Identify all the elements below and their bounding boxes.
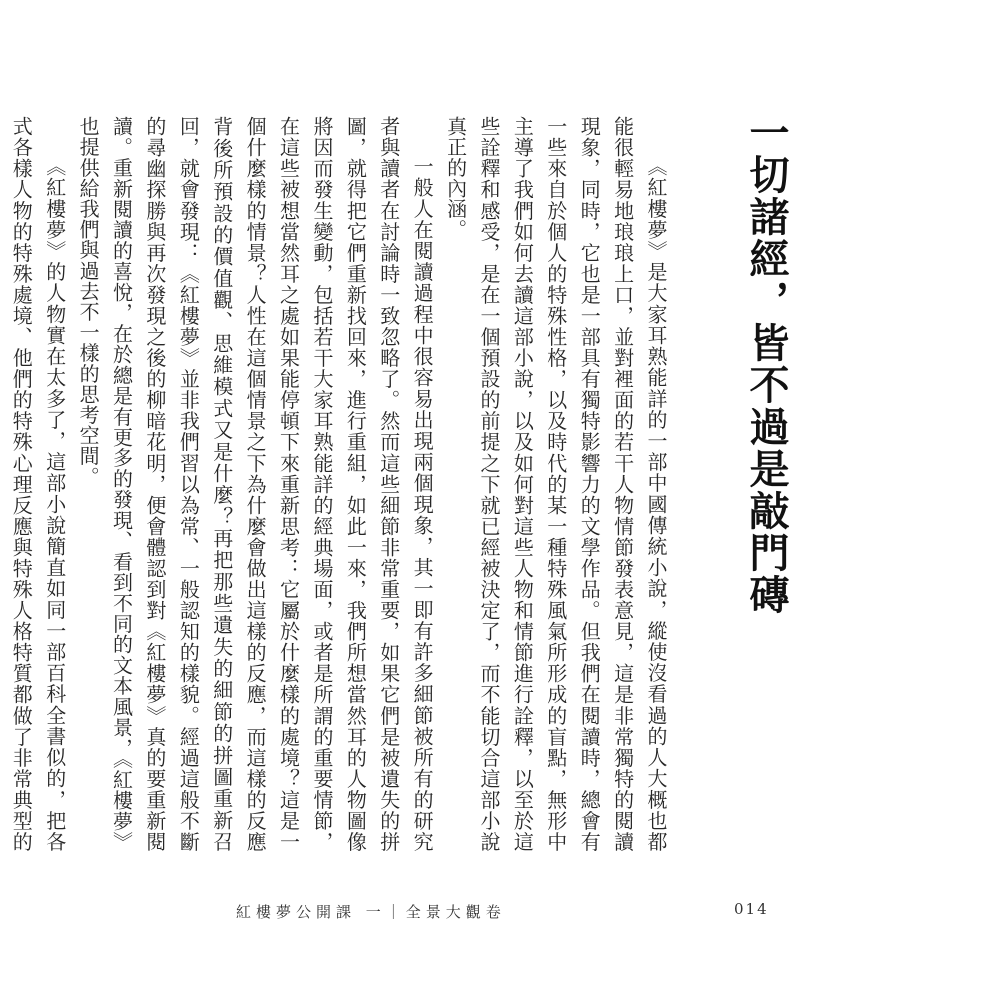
page-number: 014: [734, 900, 769, 918]
paragraph: 一般人在閱讀過程中很容易出現兩個現象，其一即有許多細節被所有的研究者與讀者在討論時一致忽略了。然而這些細節非常重要，如果它們是被遺失的拼圖，就得把它們重新找回來，進行重組，如此一來，我們所想當然耳的人物圖像將因而發生變動，包括若干大家耳熟能詳的經典場面，或者是所謂的重要情節，在這些被想當然耳之處如果能停頓下來重新思考：它屬於什麼樣的處境？這是一個什麼樣的情景？人性在這個情景之下為什麼會做出這樣的反應，而這樣的反應背後所預設的價值觀、思維模式又是什麼？再把那些遺失的細節的拼圖重新召回，就會發現：《紅樓夢》並非我們習以為常、一般認知的樣貌。經過這般不斷的尋幽探勝與再次發現之後的柳暗花明，便會體認到對《紅樓夢》真的要重新閱讀。重新閱讀的喜悅，在於總是有更多的發現、看到不同的文本風景，《紅樓夢》也提供給我們與過去不一樣的思考空間。: [76, 116, 435, 852]
body-text: [0, 116, 672, 852]
chapter-title: 一切諸經，皆不過是敲門磚: [743, 112, 789, 616]
running-head: 紅樓夢公開課 一｜全景大觀卷: [236, 903, 506, 921]
paragraph: 《紅樓夢》是大家耳熟能詳的一部中國傳統小說，縱使沒看過的人大概也都能很輕易地琅琅上口，並對裡面的若干人物情節發表意見，這是非常獨特的閱讀現象，同時，它也是一部具有獨特影響力的文學作品。但我們在閱讀時，總會有一些來自於個人的特殊性格，以及時代的某一種特殊風氣所形成的盲點，無形中主導了我們如何去讀這部小說，以及如何對這些人物和情節進行詮釋，以至於這些詮釋和感受，是在一個預設的前提之下就已經被決定了，而不能切合這部小說真正的內涵。: [443, 116, 668, 852]
paragraph: 《紅樓夢》的人物實在太多了，這部小說簡直如同一部百科全書似的，把各式各樣人物的特殊處境、他們的特殊心理反應與特殊人格特質都做了非常典型的: [9, 116, 67, 852]
